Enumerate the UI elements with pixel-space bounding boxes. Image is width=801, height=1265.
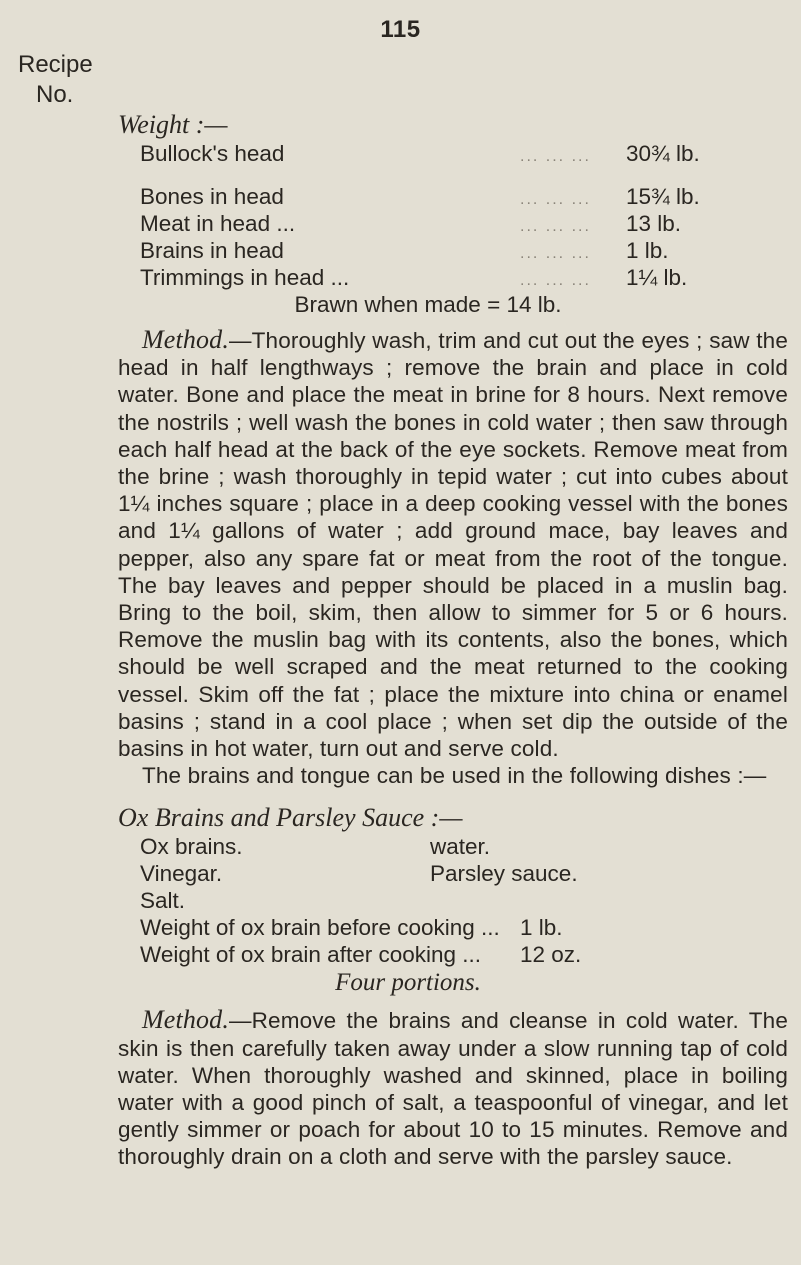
weight-amount: 1 lb. <box>626 238 669 263</box>
weight-item: Meat in head ... <box>140 211 296 236</box>
weight-amount: 1¼ lb. <box>626 265 688 290</box>
ingredient: Parsley sauce. <box>430 861 578 887</box>
ingredient: water. <box>430 834 491 860</box>
weight-item: Bones in head <box>140 184 284 209</box>
recipe-number-label <box>18 50 93 110</box>
weight-amount: 30¾ lb. <box>626 141 700 166</box>
leader-dots: ... ... ... <box>520 245 591 262</box>
weight-label: Weight of ox brain after cooking ... <box>140 942 482 968</box>
weight-item: Trimmings in head ... <box>140 265 350 290</box>
brains-note: The brains and tongue can be used in the following dishes :— <box>142 763 767 789</box>
weight-row <box>118 183 788 210</box>
ingredient-row <box>118 833 788 860</box>
weight-row <box>118 237 788 264</box>
weight-row <box>118 264 788 291</box>
brain-weight-row <box>118 941 788 968</box>
ingredient: Ox brains. <box>140 834 243 860</box>
method-lead: Method. <box>142 325 229 354</box>
weight-amount: 13 lb. <box>626 211 682 236</box>
recipe-body <box>118 110 788 1171</box>
ingredient: Salt. <box>140 888 186 914</box>
brain-weight-row <box>118 914 788 941</box>
ingredient-row <box>118 860 788 887</box>
weight-item: Brains in head <box>140 238 284 263</box>
leader-dots: ... ... ... <box>520 218 591 235</box>
method-lead: Method. <box>142 1005 229 1035</box>
page-number: 115 <box>380 16 421 43</box>
weight-amount: 15¾ lb. <box>626 184 700 209</box>
weight-value: 1 lb. <box>520 915 563 941</box>
method-paragraph-1 <box>118 326 788 762</box>
method-text: —Remove the brains and cleanse in cold water. The skin is then carefully taken away under a slow running tap of cold water. When thoroughly washed and skinned, place in boiling water with a good pinch of salt, a teaspoonful of vinegar, and let gently simmer or poach for about 10 to 15 minutes. Remove and thoroughly drain on a cloth and serve with the parsley sauce. <box>118 1008 788 1170</box>
weight-row <box>118 210 788 237</box>
ingredient: Vinegar. <box>140 861 223 887</box>
weight-row-head <box>118 140 788 167</box>
ox-brains-heading: Ox Brains and Parsley Sauce :— <box>118 803 463 833</box>
leader-dots: ... ... ... <box>520 148 591 165</box>
weight-label: Weight of ox brain before cooking ... <box>140 915 500 941</box>
brawn-yield: Brawn when made = 14 lb. <box>294 292 562 317</box>
weight-value: 12 oz. <box>520 942 582 968</box>
leader-dots: ... ... ... <box>520 272 591 289</box>
recipe-label-line1: Recipe <box>18 51 93 78</box>
weight-item: Bullock's head <box>140 141 285 166</box>
method-paragraph-2 <box>118 1006 788 1170</box>
leader-dots: ... ... ... <box>520 191 591 208</box>
recipe-label-line2: No. <box>36 81 74 108</box>
method-text: —Thoroughly wash, trim and cut out the eyes ; saw the head in half lengthways ; remove the brain and place in cold water. Bone and place the meat in brine for 8 hours. Next remove the nostrils ; well wash the bones in cold water ; then saw through each half head at the back of the eye sockets. Remove meat from the brine ; wash thoroughly in tepid water ; cut into cubes about 1¼ inches square ; place in a deep cooking vessel with the bones and 1¼ gallons of water ; add ground mace, bay leaves and pepper, also any spare fat or meat from the root of the tongue. The bay leaves and pepper should be placed in a muslin bag. Bring to the boil, skim, then allow to simmer for 5 or 6 hours. Remove the muslin bag with its contents, also the bones, which should be well scraped and the meat returned to the cooking vessel. Skim off the fat ; place the mixture into china or enamel basins ; stand in a cool place ; when set dip the outside of the basins in hot water, turn out and serve cold. <box>118 328 788 762</box>
ingredient-row <box>118 887 788 914</box>
weight-heading: Weight :— <box>118 110 228 139</box>
portions: Four portions. <box>335 969 481 997</box>
